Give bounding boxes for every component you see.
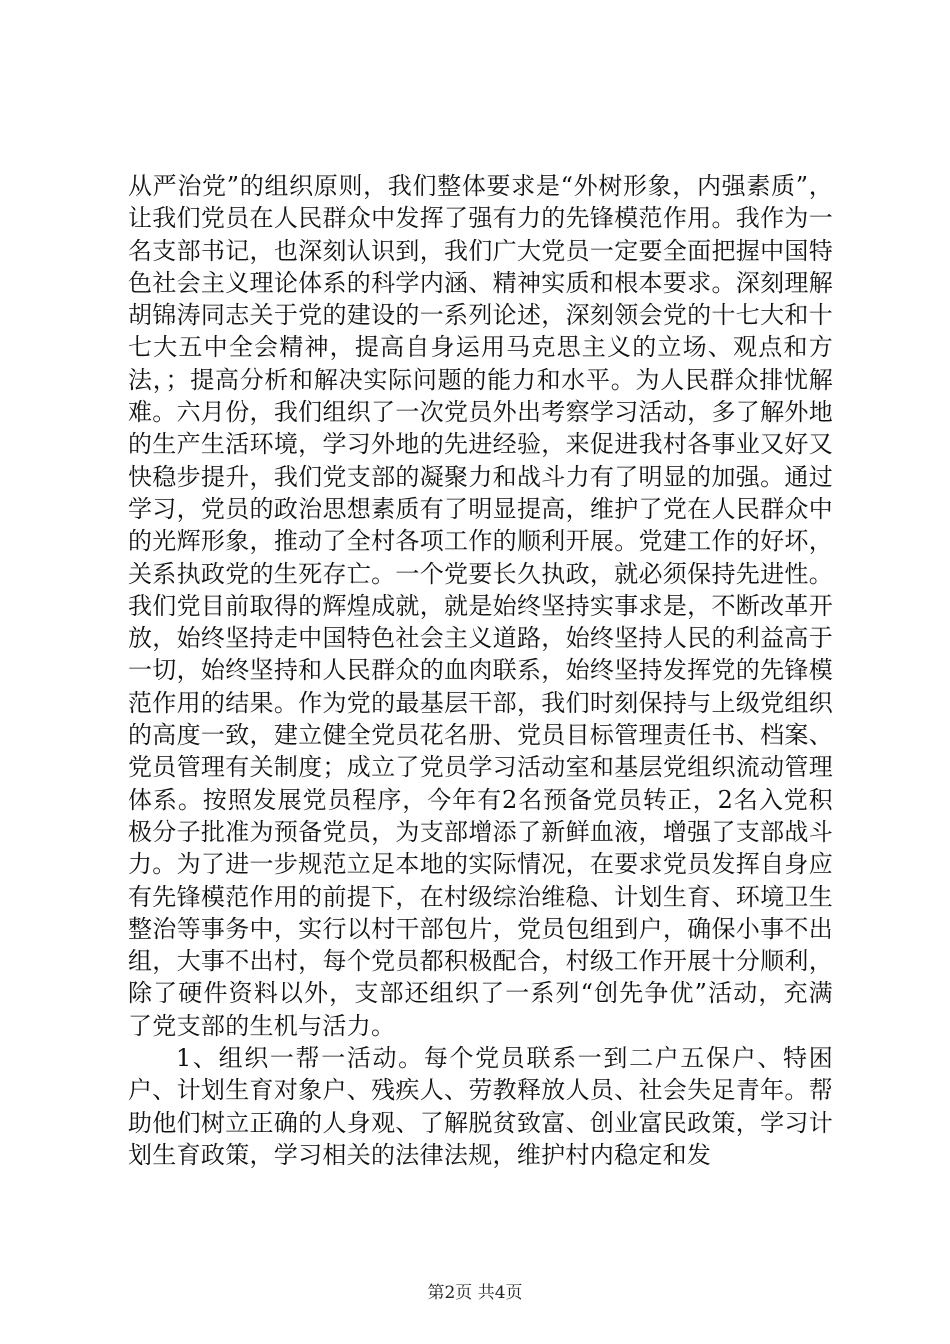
paragraph-1: 从严治党”的组织原则，我们整体要求是“外树形象，内强素质”，让我们党员在人民群众中发挥了强有力的先锋模范作用。我作为一名支部书记，也深刻认识到，我们广大党员一定要全面把握中国特色社会主义理论体系的科学内涵、精神实质和根本要求。深刻理解胡锦涛同志关于党的建设的一系列论述，深刻领会党的十七大和十七大五中全会精神，提高自身运用马克思主义的立场、观点和方法，；提高分析和解决实际问题的能力和水平。为人民群众排忧解难。六月份，我们组织了一次党员外出考察学习活动，多了解外地的生产生活环境，学习外地的先进经验，来促进我村各事业又好又快稳步提升，我们党支部的凝聚力和战斗力有了明显的加强。通过学习，党员的政治思想素质有了明显提高，维护了党在人民群众中的光辉形象，推动了全村各项工作的顺利开展。党建工作的好坏，关系执政党的生死存亡。一个党要长久执政，就必须保持先进性。我们党目前取得的辉煌成就，就是始终坚持实事求是，不断改革开放，始终坚持走中国特色社会主义道路，始终坚持人民的利益高于一切，始终坚持和人民群众的血肉联系，始终坚持发挥党的先锋模范作用的结果。作为党的最基层干部，我们时刻保持与上级党组织的高度一致，建立健全党员花名册、党员目标管理责任书、档案、党员管理有关制度；成立了党员学习活动室和基层党组织流动管理体系。按照发展党员程序，今年有2名预备党员转正，2名入党积极分子批准为预备党员，为支部增添了新鲜血液，增强了支部战斗力。为了进一步规范立足本地的实际情况，在要求党员发挥自身应有先锋模范作用的前提下，在村级综治维稳、计划生育、环境卫生整治等事务中，实行以村干部包片，党员包组到户，确保小事不出组，大事不出村，每个党员都积极配合，村级工作开展十分顺利，除了硬件资料以外，支部还组织了一系列“创先争优”活动，充满了党支部的生机与活力。 [128,172,833,1040]
document-body [128,170,833,1171]
paragraph-2: 1、组织一帮一活动。每个党员联系一到二户五保户、特困户、计划生育对象户、残疾人、劳教释放人员、社会失足青年。帮助他们树立正确的人身观、了解脱贫致富、创业富民政策，学习计划生育政策，学习相关的法律法规，维护村内稳定和发 [128,1044,833,1169]
page-footer: 第2页 共4页 [427,1283,523,1303]
